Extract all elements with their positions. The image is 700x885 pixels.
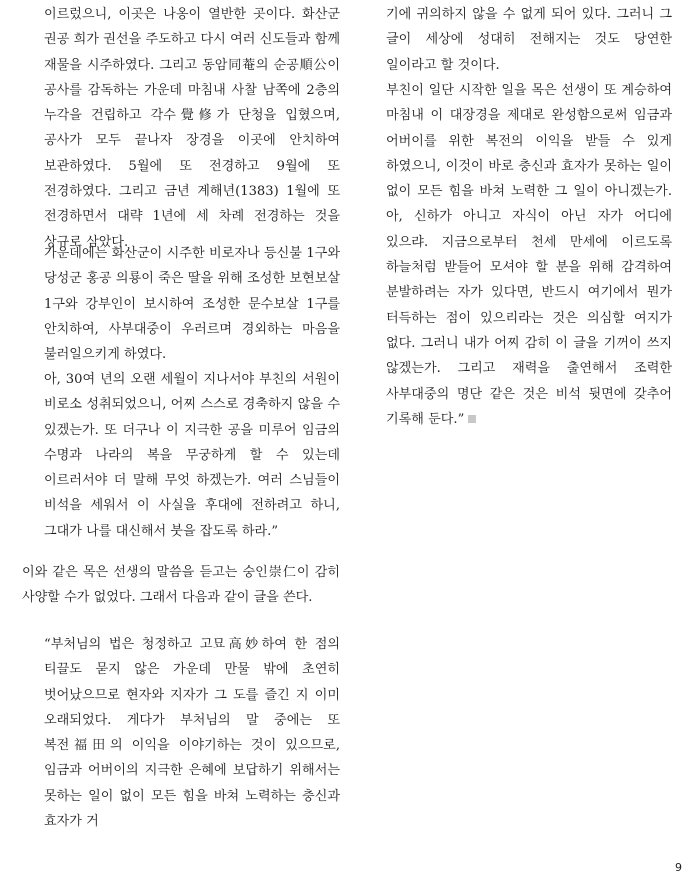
right-paragraph-2-wrap: [386, 78, 672, 432]
square-end-mark-icon: [468, 415, 476, 423]
right-paragraph-1: 기에 귀의하지 않을 수 없게 되어 있다. 그러니 그 글이 세상에 성대히 전해지는 것도 당연한 일이라고 할 것이다.: [386, 7, 672, 73]
page-number: 9: [675, 861, 682, 874]
left-paragraph-1: 이르렀으니, 이곳은 나옹이 열반한 곳이다. 화산군 권공 희가 권선을 주도하고 다시 여러 신도들과 함께 재물을 시주하였다. 그리고 동암同菴의 순공順公이 공사를 감독하는 가운데 마침내 사찰 남쪽에 2층의 누각을 건립하고 각수覺修가 단청을 입혔으며, 공사가 모두 끝나자 장경을 이곳에 안치하여 보관하였다. 5월에 또 전경하고 9월에 또 전경하였다. 그리고 금년 계해년(1383) 1월에 또 전경하면서 대략 1년에 세 차례 전경하는 것을 상규로 삼았다.: [44, 7, 340, 250]
right-paragraph-2: 부친이 일단 시작한 일을 목은 선생이 또 계승하여 마침내 이 대장경을 제대로 완성함으로써 임금과 어버이를 위한 복전의 이익을 받들 수 있게 하였으니, 이것이 바로 충신과 효자가 못하는 일이 없이 모든 힘을 바쳐 노력한 그 일이 아니겠는가. 아, 신하가 아니고 자식이 아닌 자가 어디에 있으랴. 지금으로부터 천세 만세에 이르도록 하늘처럼 받들어 모셔야 할 분을 위해 감격하여 분발하려는 자가 있다면, 반드시 여기에서 뭔가 터득하는 점이 있으리라는 것은 의심할 여지가 없다. 그러니 내가 어찌 감히 이 글을 기꺼이 쓰지 않겠는가. 그리고 재력을 출연해서 조력한 사부대중의 명단 같은 것은 비석 뒷면에 갖추어 기록해 둔다.”: [386, 83, 672, 427]
left-paragraph-5: “부처님의 법은 청정하고 고묘高妙하여 한 점의 티끌도 묻지 않은 가운데 만물 밖에 초연히 벗어났으므로 현자와 지자가 그 도를 즐긴 지 이미 오래되었다. 게다가 부처님의 말 중에는 또 복전福田의 이익을 이야기하는 것이 있으므로, 임금과 어버이의 지극한 은혜에 보답하기 위해서는 못하는 일이 없이 모든 힘을 바쳐 노력하는 충신과 효자가 거: [44, 637, 340, 830]
left-paragraph-3: 아, 30여 년의 오랜 세월이 지나서야 부친의 서원이 비로소 성취되었으니, 어찌 스스로 경축하지 않을 수 있겠는가. 또 더구나 이 지극한 공을 미루어 임금의 수명과 나라의 복을 무궁하게 할 수 있는데 이르러서야 더 말해 무엇 하겠는가. 여러 스님들이 비석을 세워서 이 사실을 후대에 전하려고 하니, 그대가 나를 대신해서 붓을 잡도록 하라.”: [44, 372, 340, 539]
left-paragraph-4: 이와 같은 목은 선생의 말씀을 듣고는 숭인崇仁이 감히 사양할 수가 없었다. 그래서 다음과 같이 글을 쓴다.: [22, 565, 340, 606]
left-paragraph-2: 가운데에는 화산군이 시주한 비로자나 등신불 1구와 당성군 홍공 의룡이 죽은 딸을 위해 조성한 보현보살 1구와 강부인이 보시하여 조성한 문수보살 1구를 안치하여, 사부대중이 우러르며 경외하는 마음을 불러일으키게 하였다.: [44, 246, 340, 363]
